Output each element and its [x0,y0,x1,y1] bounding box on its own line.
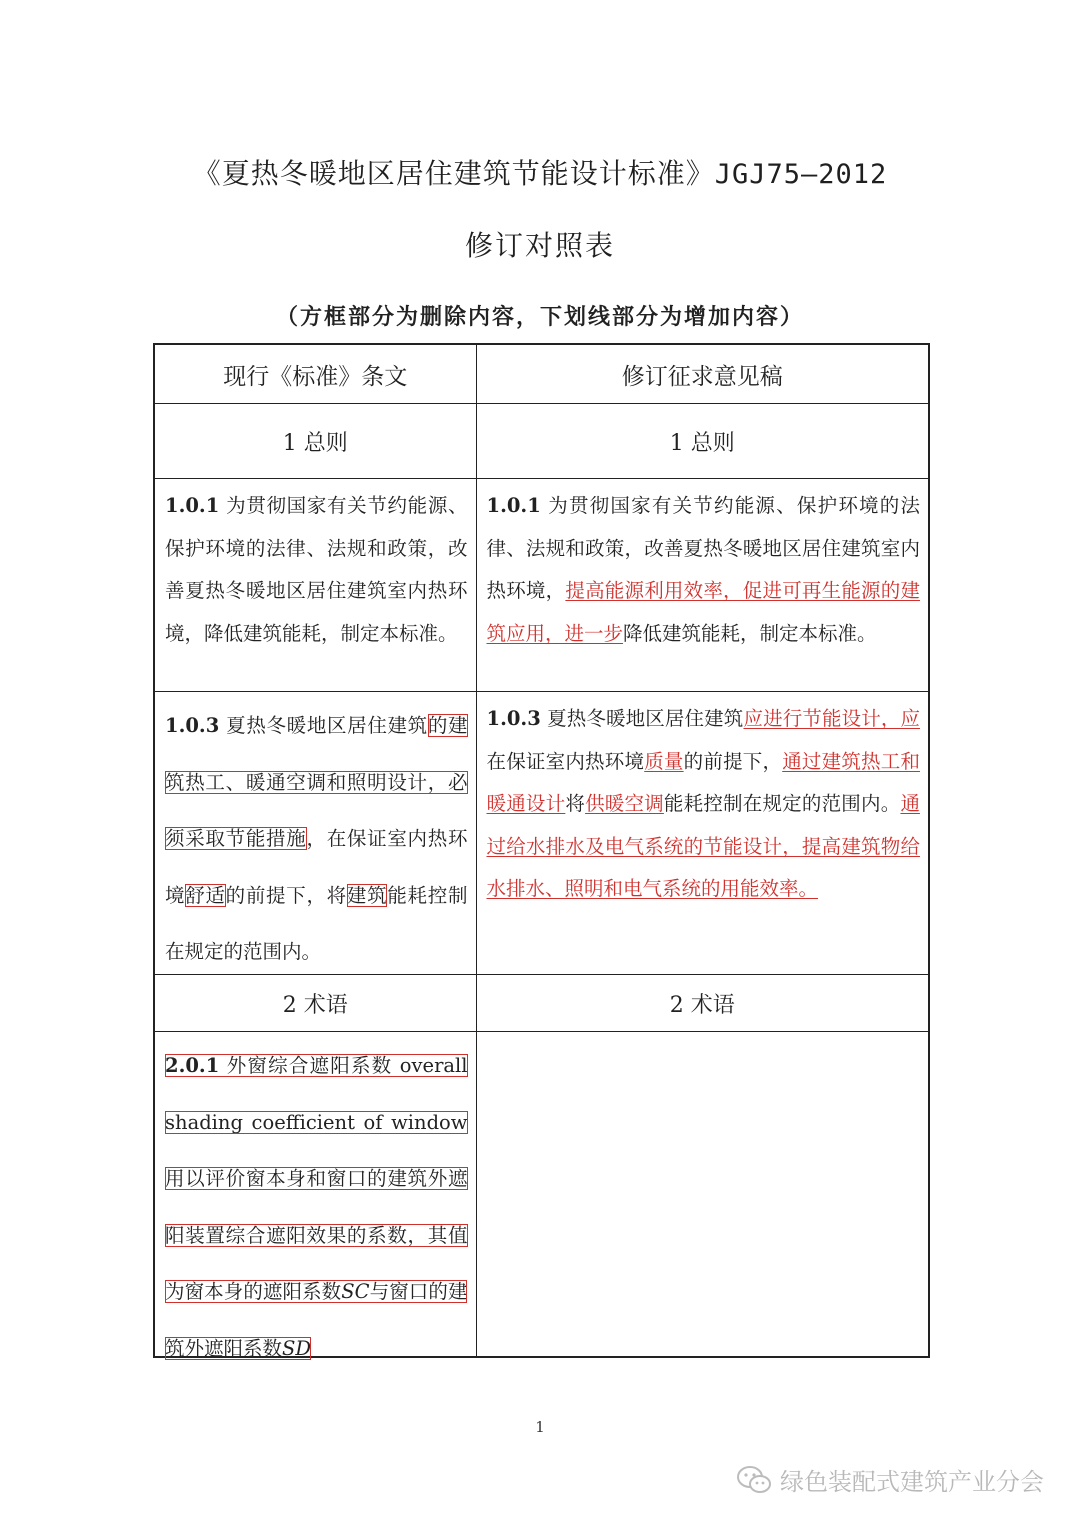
clause-text: 在保证室内热环境 [486,749,645,773]
clause-number: 1.0.1 [486,494,541,517]
clause-text: 为贯彻国家有关节约能源、保护环境的法律、法规和政策，改善夏热冬暖地区居住建筑室内热环境， [486,494,920,602]
added-text: 供暖空调 [585,792,664,815]
added-text: 通过给水排水及电气系统的节能设计，提高建筑物给水排水、照明和电气系统的用能效率。 [486,792,920,900]
clause-text: 夏热冬暖地区居住建筑 [547,707,744,730]
deleted-text: 舒适 [185,883,226,907]
watermark [736,1462,1044,1497]
clause-2-0-1-current [154,1032,476,1358]
section-2-right: 2 术语 [476,975,929,1032]
clause-text: 能耗控制在规定的范围内。 [165,883,468,963]
watermark-text: 绿色装配式建筑产业分会 [780,1468,1044,1496]
deleted-text: 的建筑热工、暖通空调和照明设计，必须采取节能措施 [165,714,468,850]
added-text: 提高能源利用效率，促进可再生能源的建筑应用，进一步 [486,579,920,645]
clause-text: 降低建筑能耗，制定本标准。 [623,621,877,645]
wechat-icon [736,1465,772,1495]
section-2-left: 2 术语 [154,975,476,1032]
clause-number: 1.0.3 [486,707,541,730]
clause-text: 为贯彻国家有关节约能源、保护环境的法律、法规和政策，改善夏热冬暖地区居住建筑室内热环境，降低建筑能耗，制定本标准。 [165,494,468,645]
document-subtitle: 修订对照表 [464,229,615,262]
column-header-current: 现行《标准》条文 [154,344,476,404]
section-1-left: 1 总则 [154,404,476,479]
symbol-sd: SD [282,1336,312,1360]
title-main: 《夏热冬暖地区居住建筑节能设计标准》 [192,157,715,190]
clause-number: 2.0.1 [165,1054,220,1077]
clause-text: 将 [565,792,586,815]
term-definition-cont: 与窗口的建筑外遮阳系数 [165,1280,468,1360]
term-title: 外窗综合遮阳系数 overall shading coefficient of window [165,1054,468,1134]
column-header-revised: 修订征求意见稿 [476,344,929,404]
section-row-2 [154,975,929,1032]
deleted-text [165,1054,468,1134]
clause-text: ，在保证室内热环境 [165,827,468,907]
clause-row-1-0-1 [154,479,929,692]
clause-1-0-3-revised [476,692,929,975]
clause-text: 夏热冬暖地区居住建筑 [226,714,428,737]
clause-2-0-1-revised [476,1032,929,1358]
comparison-table [153,343,930,1358]
clause-text: 的前提下，将 [225,883,347,907]
clause-1-0-1-current [154,479,476,692]
term-definition: 用以评价窗本身和窗口的建筑外遮阳装置综合遮阳效果的系数，其值为窗本身的遮阳系数 [165,1167,468,1303]
added-text: 应进行节能设计，应 [743,707,920,730]
added-text: 质量 [644,749,684,773]
document-title [0,152,1080,192]
clause-number: 1.0.1 [165,494,220,517]
section-row-1 [154,404,929,479]
clause-number: 1.0.3 [165,714,220,737]
clause-row-1-0-3 [154,692,929,975]
clause-1-0-1-revised [476,479,929,692]
clause-text: 的前提下， [683,749,783,773]
deleted-text [165,1167,468,1360]
symbol-sc: SC [341,1280,370,1303]
legend-note: （方框部分为删除内容，下划线部分为增加内容） [275,305,804,330]
title-code: JGJ75—2012 [714,159,888,190]
added-text: 通过建筑热工和暖通设计 [486,749,920,815]
clause-1-0-3-current [154,692,476,975]
table-header-row [154,344,929,404]
section-1-right: 1 总则 [476,404,929,479]
clause-row-2-0-1 [154,1032,929,1358]
clause-text: 能耗控制在规定的范围内。 [663,792,901,815]
page-number: 1 [535,1418,545,1436]
deleted-text: 建筑 [346,883,388,907]
